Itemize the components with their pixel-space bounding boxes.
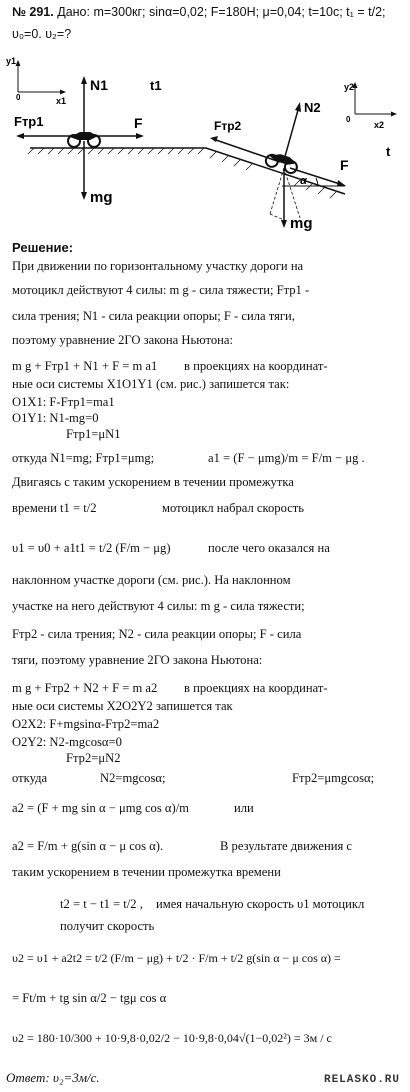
equation-x2: O2X2: F+mgsinα-Fтр2=ma2 (12, 717, 160, 731)
motorcycle-2-icon (264, 150, 299, 174)
n1-ftr1-result: откуда N1=mg; Fтр1=μmg; (12, 451, 155, 465)
solution-line: ные оси системы X2O2Y2 запишется так (12, 699, 233, 713)
axis2-x-label: x2 (374, 120, 385, 130)
forces-body-2 (210, 100, 349, 232)
road-surface (28, 148, 345, 198)
n2-result: N2=mgcosα; (100, 771, 166, 785)
solution-line: тяги, поэтому уравнение 2ГО закона Ньютона: (12, 653, 263, 667)
newton-law-1 (12, 358, 402, 374)
newton-vector-eq-2: m g + Fтр2 + N2 + F = m a2 (12, 681, 158, 695)
equation-ftr2: Fтр2=μN2 (66, 751, 121, 765)
solution-line: При движении по горизонтальному участку дороги на (12, 259, 304, 273)
ftr1-label: Fтр1 (14, 114, 44, 129)
solution-line: ные оси системы X1O1Y1 (см. рис.) запишется так: (12, 377, 290, 391)
solution-line: мотоцикл действуют 4 силы: m g - сила тяжести; Fтр1 - (12, 283, 310, 297)
axes-2 (344, 82, 397, 159)
t1-label: t1 (150, 78, 162, 93)
equation-y2: O2Y2: N2-mgcosα=0 (12, 735, 122, 749)
axes-1 (6, 56, 66, 106)
solution-line: участке на него действуют 4 силы: m g - сила тяжести; (12, 599, 305, 613)
answer: Ответ: υ₂=3м/с. (6, 1070, 100, 1085)
n1-label: N1 (90, 77, 108, 93)
a1-formula: a1 = (F − μmg)/m = F/m − μg . (208, 451, 365, 465)
initial-speed-text: имея начальную скорость υ1 мотоцикл (156, 897, 365, 911)
mg2-label: mg (290, 215, 313, 232)
axis2-origin: 0 (346, 115, 351, 124)
f2-label: F (340, 157, 349, 173)
acceleration-1 (12, 450, 402, 466)
axis1-y-label: y1 (6, 56, 17, 66)
solution-line: получит скорость (60, 919, 155, 933)
velocity-2: υ2 = υ1 + a2t2 = t/2 (F/m − μg) + t/2 · F/m + t/2 g(sin α − μ cos α) = (12, 951, 341, 965)
ftr2-label: Fтр2 (214, 119, 242, 133)
solution-line: таким ускорением в течении промежутка времени (12, 865, 281, 879)
projection-text-1: в проекциях на координат- (184, 359, 328, 373)
equation-y1: O1Y1: N1-mg=0 (12, 411, 99, 425)
or-label: или (234, 801, 254, 815)
given-text: Дано: m=300кг; sinα=0,02; F=180H; μ=0,04; t=10c; t₁ = t/2; (57, 5, 386, 19)
solution-heading: Решение: (12, 240, 74, 255)
velocity-2-numeric: υ2 = 180·10/300 + 10·9,8·0,02/2 − 10·9,8·0,04√(1−0,02²) = 3м / с (12, 1031, 332, 1045)
watermark: RELASKO.RU (323, 1074, 400, 1086)
axis1-origin: 0 (16, 93, 21, 102)
equation-x1: O1X1: F-Fтр1=ma1 (12, 395, 115, 409)
projection-text-2: в проекциях на координат- (184, 681, 328, 695)
t2-formula: t2 = t − t1 = t/2 , (60, 897, 143, 911)
acceleration-2 (12, 800, 402, 816)
velocity-1 (12, 540, 402, 556)
time-1 (12, 500, 402, 516)
solution-line: Двигаясь с таким ускорением в течении промежутка (12, 475, 294, 489)
solution-line: поэтому уравнение 2ГО закона Ньютона: (12, 333, 233, 347)
alpha-label: α (300, 175, 307, 187)
newton-law-2 (12, 680, 402, 696)
ftr2-result: Fтр2=μmgcosα; (292, 771, 375, 785)
axis2-y-label: y2 (344, 82, 355, 92)
after-text: после чего оказался на (208, 541, 330, 555)
acceleration-2-alt (12, 838, 402, 854)
normal-force-2 (12, 770, 402, 786)
solution-line: наклонном участке дороги (см. рис.). На наклонном (12, 573, 291, 587)
given-unknowns: υ₀=0. υ₂=? (12, 27, 72, 41)
t-label: t (386, 144, 391, 159)
force-diagram (0, 44, 410, 240)
whence-label: откуда (12, 771, 48, 785)
n2-label: N2 (304, 100, 321, 115)
result-text: В результате движения с (220, 839, 352, 853)
mg1-label: mg (90, 189, 113, 206)
speed-text: мотоцикл набрал скорость (162, 501, 305, 515)
velocity-2-simplified: = Ft/m + tg sin α/2 − tgμ cos α (12, 991, 167, 1005)
newton-vector-eq-1: m g + Fтр1 + N1 + F = m a1 (12, 359, 158, 373)
solution-line: Fтр2 - сила трения; N2 - сила реакции опоры; F - сила (12, 627, 302, 641)
t1-formula: времени t1 = t/2 (12, 501, 97, 515)
v1-formula: υ1 = υ0 + a1t1 = t/2 (F/m − μg) (12, 541, 171, 555)
a2-alt-formula: a2 = F/m + g(sin α − μ cos α). (12, 839, 164, 853)
equation-ftr1: Fтр1=μN1 (66, 427, 121, 441)
time-2 (60, 896, 402, 912)
solution-line: сила трения; N1 - сила реакции опоры; F - сила тяги, (12, 309, 295, 323)
a2-formula: a2 = (F + mg sin α − μmg cos α)/m (12, 801, 189, 815)
axis1-x-label: x1 (56, 96, 67, 106)
problem-number: № 291. (12, 5, 54, 19)
f1-label: F (134, 115, 143, 131)
problem-given (12, 4, 402, 20)
